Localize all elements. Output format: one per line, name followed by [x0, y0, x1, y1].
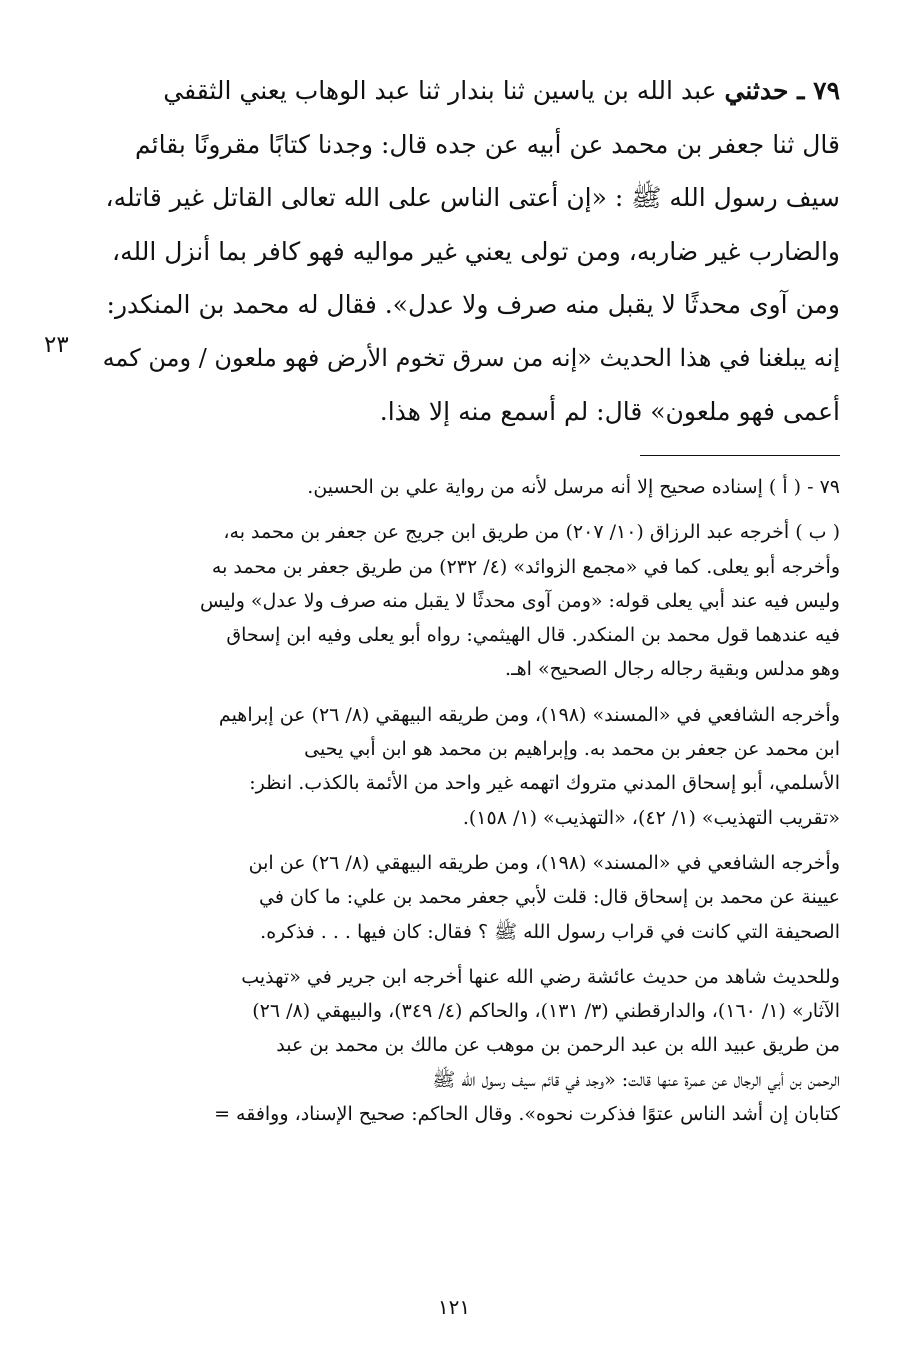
footnote-line: من طريق عبيد الله بن عبد الرحمن بن موهب عن مالك بن محمد بن عبد [276, 1034, 840, 1057]
footnote-paragraph [100, 698, 840, 835]
main-line: قال ثنا جعفر بن محمد عن أبيه عن جده قال: وجدنا كتابًا مقرونًا بقائم [135, 129, 840, 159]
footnote-divider [640, 455, 840, 456]
footnote-line: الرحمن بن أبي الرجال عن عمرة عنها قالت: «وجد في قائم سيف رسول الله ﷺ [432, 1068, 840, 1091]
footnote-line: عيينة عن محمد بن إسحاق قال: قلت لأبي جعفر محمد بن علي: ما كان في [259, 886, 840, 909]
main-line: ٧٩ ـ حدثني عبد الله بن ياسين ثنا بندار ثنا عبد الوهاب يعني الثقفي [163, 76, 840, 105]
footnote-line: وأخرجه أبو يعلى. كما في «مجمع الزوائد» (٤/ ٢٣٢) من طريق جعفر بن محمد به [211, 555, 840, 578]
footnotes [100, 470, 840, 1131]
footnote-paragraph [100, 960, 840, 1131]
footnote-line: الآثار» (١/ ١٦٠)، والدارقطني (٣/ ١٣١)، والحاكم (٤/ ٣٤٩)، والبيهقي (٨/ ٢٦) [252, 1000, 840, 1023]
footnote-line: فيه عندهما قول محمد بن المنكدر. قال الهيثمي: رواه أبو يعلى وفيه ابن إسحاق [226, 624, 840, 647]
hadith-number: ٧٩ ـ حدثني [724, 76, 840, 105]
main-line: والضارب غير ضاربه، ومن تولى يعني غير مواليه فهو كافر بما أنزل الله، [112, 236, 840, 266]
footnote-line: كتابان إن أشد الناس عتوًا فذكرت نحوه». وقال الحاكم: صحيح الإسناد، ووافقه = [214, 1103, 840, 1126]
footnote-line: وأخرجه الشافعي في «المسند» (١٩٨)، ومن طريقه البيهقي (٨/ ٢٦) عن إبراهيم [218, 703, 840, 726]
footnote-paragraph [100, 470, 840, 504]
footnote-line: ٧٩ - ( أ ) إسناده صحيح إلا أنه مرسل لأنه من رواية علي بن الحسين. [307, 476, 840, 498]
footnote-paragraph [100, 846, 840, 949]
margin-page-reference: ٢٣ [44, 332, 69, 358]
footnote-line: وهو مدلس وبقية رجاله رجال الصحيح» اهـ. [505, 658, 840, 681]
main-line: أعمى فهو ملعون» قال: لم أسمع منه إلا هذا. [379, 397, 840, 426]
footnote-line: وليس فيه عند أبي يعلى قوله: «ومن آوى محدثًا لا يقبل منه صرف ولا عدل» وليس [199, 589, 840, 612]
main-line: إنه يبلغنا في هذا الحديث «إنه من سرق تخوم الأرض فهو ملعون / ومن كمه [102, 343, 840, 372]
footnote-line: الأسلمي، أبو إسحاق المدني متروك اتهمه غير واحد من الأئمة بالكذب. انظر: [249, 772, 840, 795]
main-line: ومن آوى محدثًا لا يقبل منه صرف ولا عدل». فقال له محمد بن المنكدر: [106, 290, 840, 319]
footnote-line: ( ب ) أخرجه عبد الرزاق (١٠/ ٢٠٧) من طريق ابن جريج عن جعفر بن محمد به، [223, 521, 840, 544]
footnote-line: وأخرجه الشافعي في «المسند» (١٩٨)، ومن طريقه البيهقي (٨/ ٢٦) عن ابن [248, 851, 840, 874]
footnote-line: «تقريب التهذيب» (١/ ٤٢)، «التهذيب» (١/ ١٥٨). [462, 806, 840, 829]
main-text [100, 64, 840, 439]
page-number: ١٢١ [437, 1295, 471, 1319]
main-line: سيف رسول الله ﷺ : «إن أعتى الناس على الله تعالى القاتل غير قاتله، [105, 183, 840, 212]
footnote-line: وللحديث شاهد من حديث عائشة رضي الله عنها أخرجه ابن جرير في «تهذيب [241, 965, 840, 988]
footnote-line: الصحيفة التي كانت في قراب رسول الله ﷺ ؟ فقال: كان فيها . . . فذكره. [260, 920, 840, 943]
footnote-line: ابن محمد عن جعفر بن محمد به. وإبراهيم بن محمد هو ابن أبي يحيى [304, 738, 840, 761]
footnote-paragraph [100, 515, 840, 686]
